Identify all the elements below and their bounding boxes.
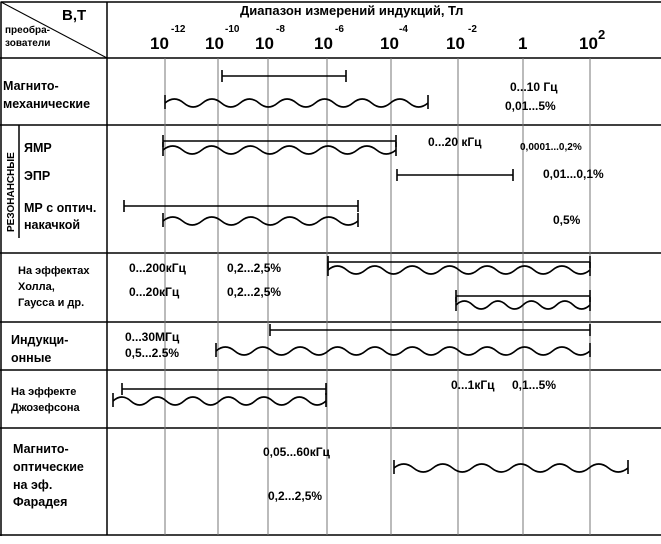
row-label-josephson-2: Джозефсона bbox=[11, 402, 80, 414]
row-label-faraday-2: оптические bbox=[13, 460, 84, 474]
row-label-magnetomech-2: механические bbox=[3, 97, 91, 111]
hall-frequency-1: 0...200кГц bbox=[129, 261, 186, 275]
josephson-error: 0,1...5% bbox=[512, 378, 557, 392]
mr-range-wave bbox=[163, 217, 358, 225]
row-label-faraday-4: Фарадея bbox=[13, 495, 68, 509]
faraday-range-wave bbox=[394, 464, 628, 472]
tick-exp-1e-6: -6 bbox=[335, 24, 344, 35]
row-annotations bbox=[125, 80, 604, 503]
row-label-hall-3: Гаусса и др. bbox=[18, 297, 85, 309]
row-label-hall-2: Холла, bbox=[18, 281, 55, 293]
row-label-nmr: ЯМР bbox=[24, 141, 52, 155]
nmr-error: 0,0001...0,2% bbox=[520, 142, 582, 153]
range-bars bbox=[113, 70, 628, 474]
mr-error: 0,5% bbox=[553, 213, 581, 227]
tick-exp-1e-12: -12 bbox=[171, 24, 186, 35]
tick-base-1e-12: 10 bbox=[150, 34, 169, 53]
nmr-range-wave bbox=[163, 146, 396, 154]
corner-unit-label: В,Т bbox=[62, 7, 87, 24]
hall-frequency-2: 0...20кГц bbox=[129, 285, 180, 299]
nmr-frequency: 0...20 кГц bbox=[428, 135, 482, 149]
josephson-range-wave bbox=[113, 397, 326, 405]
row-label-hall-1: На эффектах bbox=[18, 265, 90, 277]
tick-base-1e-10: 10 bbox=[205, 34, 224, 53]
row-label-magnetomech-1: Магнито- bbox=[3, 79, 59, 93]
row-label-induction-1: Индукци- bbox=[11, 333, 69, 347]
tick-base-1e-2: 10 bbox=[446, 34, 465, 53]
tick-base-1e-4: 10 bbox=[380, 34, 399, 53]
induction-frequency: 0...30МГц bbox=[125, 330, 180, 344]
corner-converters-label-1: преобра- bbox=[5, 25, 50, 36]
hall-range-wave-1 bbox=[328, 266, 590, 274]
tick-base-1e-8: 10 bbox=[255, 34, 274, 53]
magnetomech-frequency: 0...10 Гц bbox=[510, 80, 558, 94]
row-labels bbox=[3, 79, 96, 509]
row-label-josephson-1: На эффекте bbox=[11, 386, 77, 398]
hall-error-2: 0,2...2,5% bbox=[227, 285, 282, 299]
tick-base-1: 1 bbox=[518, 34, 528, 53]
josephson-frequency: 0...1кГц bbox=[451, 378, 495, 392]
epr-error: 0,01...0,1% bbox=[543, 167, 604, 181]
magnetomech-range-wave bbox=[165, 99, 428, 107]
tick-exp-1e-4: -4 bbox=[399, 24, 408, 35]
tick-exp-1e-10: -10 bbox=[225, 24, 240, 35]
axis-tick-labels bbox=[150, 24, 605, 53]
induction-range-wave bbox=[216, 347, 590, 355]
row-label-epr: ЭПР bbox=[24, 169, 51, 183]
tick-exp-1e-8: -8 bbox=[276, 24, 285, 35]
corner-converters-label-2: зователи bbox=[5, 38, 51, 49]
tick-exp-1e2: 2 bbox=[598, 27, 606, 42]
faraday-frequency: 0,05...60кГц bbox=[263, 445, 330, 459]
tick-exp-1e-2: -2 bbox=[468, 24, 477, 35]
faraday-error: 0,2...2,5% bbox=[268, 489, 323, 503]
hall-error-1: 0,2...2,5% bbox=[227, 261, 282, 275]
row-label-faraday-1: Магнито- bbox=[13, 442, 69, 456]
induction-error: 0,5...2.5% bbox=[125, 346, 180, 360]
row-label-mr-2: накачкой bbox=[24, 218, 81, 232]
chart-title: Диапазон измерений индукций, Тл bbox=[240, 3, 464, 18]
tick-base-1e2: 10 bbox=[579, 34, 598, 53]
resonance-group-label: РЕЗОНАНСНЫЕ bbox=[6, 152, 17, 232]
row-label-induction-2: онные bbox=[11, 351, 52, 365]
row-label-mr-1: МР с оптич. bbox=[24, 201, 97, 215]
tick-base-1e-6: 10 bbox=[314, 34, 333, 53]
row-label-faraday-3: на эф. bbox=[13, 478, 53, 492]
magnetomech-error: 0,01...5% bbox=[505, 99, 556, 113]
